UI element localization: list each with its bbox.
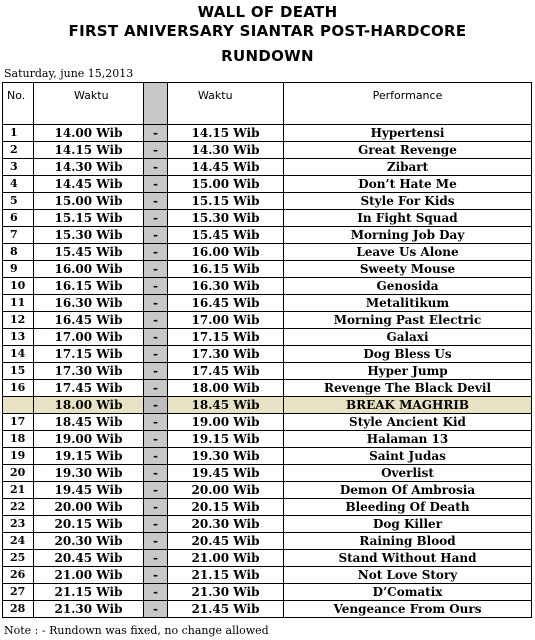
start-time: 20.00 Wib	[34, 499, 144, 516]
time-separator: -	[144, 397, 168, 414]
end-time: 15.45 Wib	[168, 227, 284, 244]
performance-name: Style Ancient Kid	[284, 414, 532, 431]
end-time: 15.15 Wib	[168, 193, 284, 210]
row-number: 19	[3, 448, 34, 465]
table-row	[3, 244, 532, 261]
break-row	[3, 397, 532, 414]
time-separator: -	[144, 584, 168, 601]
performance-name: Vengeance From Ours	[284, 601, 532, 618]
table-row	[3, 482, 532, 499]
end-time: 17.00 Wib	[168, 312, 284, 329]
row-number: 1	[3, 125, 34, 142]
table-row	[3, 295, 532, 312]
time-separator: -	[144, 329, 168, 346]
performance-name: Dog Killer	[284, 516, 532, 533]
table-header-row	[3, 83, 532, 125]
header-waktu-end: Waktu	[168, 83, 284, 125]
performance-name: Overlist	[284, 465, 532, 482]
end-time: 18.00 Wib	[168, 380, 284, 397]
end-time: 15.00 Wib	[168, 176, 284, 193]
row-number: 12	[3, 312, 34, 329]
time-separator: -	[144, 482, 168, 499]
performance-name: Hyper Jump	[284, 363, 532, 380]
end-time: 19.45 Wib	[168, 465, 284, 482]
header-separator	[144, 83, 168, 125]
table-row	[3, 533, 532, 550]
row-number: 16	[3, 380, 34, 397]
time-separator: -	[144, 431, 168, 448]
end-time: 15.30 Wib	[168, 210, 284, 227]
performance-name: Saint Judas	[284, 448, 532, 465]
time-separator: -	[144, 567, 168, 584]
row-number: 15	[3, 363, 34, 380]
header-performance: Performance	[284, 83, 532, 125]
end-time: 20.30 Wib	[168, 516, 284, 533]
row-number: 21	[3, 482, 34, 499]
start-time: 17.15 Wib	[34, 346, 144, 363]
performance-name: Raining Blood	[284, 533, 532, 550]
end-time: 20.15 Wib	[168, 499, 284, 516]
performance-name: Hypertensi	[284, 125, 532, 142]
row-number: 7	[3, 227, 34, 244]
time-separator: -	[144, 159, 168, 176]
start-time: 20.15 Wib	[34, 516, 144, 533]
performance-name: D’Comatix	[284, 584, 532, 601]
start-time: 14.45 Wib	[34, 176, 144, 193]
end-time: 17.45 Wib	[168, 363, 284, 380]
table-row	[3, 363, 532, 380]
row-number: 8	[3, 244, 34, 261]
performance-name: Don’t Hate Me	[284, 176, 532, 193]
time-separator: -	[144, 312, 168, 329]
start-time: 14.00 Wib	[34, 125, 144, 142]
end-time: 21.15 Wib	[168, 567, 284, 584]
start-time: 16.15 Wib	[34, 278, 144, 295]
row-number: 25	[3, 550, 34, 567]
title-line-1: WALL OF DEATH	[197, 3, 338, 21]
row-number: 5	[3, 193, 34, 210]
row-number: 3	[3, 159, 34, 176]
performance-name: Leave Us Alone	[284, 244, 532, 261]
end-time: 16.30 Wib	[168, 278, 284, 295]
table-row	[3, 176, 532, 193]
time-separator: -	[144, 261, 168, 278]
table-row	[3, 193, 532, 210]
table-row	[3, 227, 532, 244]
start-time: 15.30 Wib	[34, 227, 144, 244]
end-time: 21.00 Wib	[168, 550, 284, 567]
time-separator: -	[144, 414, 168, 431]
row-number: 28	[3, 601, 34, 618]
time-separator: -	[144, 363, 168, 380]
row-number: 27	[3, 584, 34, 601]
row-number: 24	[3, 533, 34, 550]
row-number: 11	[3, 295, 34, 312]
start-time: 16.30 Wib	[34, 295, 144, 312]
table-row	[3, 346, 532, 363]
row-number: 4	[3, 176, 34, 193]
end-time: 20.00 Wib	[168, 482, 284, 499]
note: Note : - Rundown was fixed, no change allowed	[4, 624, 269, 637]
performance-name: BREAK MAGHRIB	[284, 397, 532, 414]
end-time: 14.30 Wib	[168, 142, 284, 159]
start-time: 16.00 Wib	[34, 261, 144, 278]
table-row	[3, 550, 532, 567]
start-time: 14.15 Wib	[34, 142, 144, 159]
start-time: 15.15 Wib	[34, 210, 144, 227]
header-waktu-start: Waktu	[34, 83, 144, 125]
time-separator: -	[144, 244, 168, 261]
time-separator: -	[144, 448, 168, 465]
start-time: 19.45 Wib	[34, 482, 144, 499]
row-number: 26	[3, 567, 34, 584]
row-number: 9	[3, 261, 34, 278]
table-row	[3, 516, 532, 533]
start-time: 21.15 Wib	[34, 584, 144, 601]
time-separator: -	[144, 227, 168, 244]
performance-name: Style For Kids	[284, 193, 532, 210]
row-number: 22	[3, 499, 34, 516]
end-time: 20.45 Wib	[168, 533, 284, 550]
end-time: 19.15 Wib	[168, 431, 284, 448]
row-number: 2	[3, 142, 34, 159]
title-line-3: RUNDOWN	[221, 47, 314, 65]
table-row	[3, 380, 532, 397]
performance-name: In Fight Squad	[284, 210, 532, 227]
time-separator: -	[144, 142, 168, 159]
end-time: 14.15 Wib	[168, 125, 284, 142]
start-time: 20.45 Wib	[34, 550, 144, 567]
performance-name: Not Love Story	[284, 567, 532, 584]
table-row	[3, 261, 532, 278]
end-time: 16.00 Wib	[168, 244, 284, 261]
time-separator: -	[144, 550, 168, 567]
end-time: 21.45 Wib	[168, 601, 284, 618]
end-time: 17.30 Wib	[168, 346, 284, 363]
table-row	[3, 499, 532, 516]
table-row	[3, 210, 532, 227]
performance-name: Revenge The Black Devil	[284, 380, 532, 397]
start-time: 19.30 Wib	[34, 465, 144, 482]
end-time: 16.45 Wib	[168, 295, 284, 312]
row-number: 6	[3, 210, 34, 227]
start-time: 21.30 Wib	[34, 601, 144, 618]
performance-name: Demon Of Ambrosia	[284, 482, 532, 499]
time-separator: -	[144, 278, 168, 295]
table-row	[3, 567, 532, 584]
performance-name: Morning Job Day	[284, 227, 532, 244]
start-time: 17.45 Wib	[34, 380, 144, 397]
time-separator: -	[144, 176, 168, 193]
time-separator: -	[144, 295, 168, 312]
row-number: 20	[3, 465, 34, 482]
start-time: 14.30 Wib	[34, 159, 144, 176]
table-row	[3, 431, 532, 448]
row-number: 10	[3, 278, 34, 295]
table-row	[3, 584, 532, 601]
table-row	[3, 448, 532, 465]
time-separator: -	[144, 125, 168, 142]
start-time: 18.00 Wib	[34, 397, 144, 414]
end-time: 16.15 Wib	[168, 261, 284, 278]
title-line-2: FIRST ANIVERSARY SIANTAR POST-HARDCORE	[68, 22, 467, 40]
start-time: 17.30 Wib	[34, 363, 144, 380]
row-number: 18	[3, 431, 34, 448]
event-date: Saturday, june 15,2013	[4, 67, 134, 80]
performance-name: Zibart	[284, 159, 532, 176]
time-separator: -	[144, 499, 168, 516]
table-row	[3, 312, 532, 329]
start-time: 18.45 Wib	[34, 414, 144, 431]
time-separator: -	[144, 210, 168, 227]
start-time: 15.45 Wib	[34, 244, 144, 261]
time-separator: -	[144, 601, 168, 618]
performance-name: Sweety Mouse	[284, 261, 532, 278]
performance-name: Morning Past Electric	[284, 312, 532, 329]
table-row	[3, 414, 532, 431]
time-separator: -	[144, 465, 168, 482]
time-separator: -	[144, 533, 168, 550]
time-separator: -	[144, 346, 168, 363]
performance-name: Bleeding Of Death	[284, 499, 532, 516]
table-row	[3, 125, 532, 142]
rundown-table	[2, 82, 532, 618]
performance-name: Halaman 13	[284, 431, 532, 448]
start-time: 21.00 Wib	[34, 567, 144, 584]
performance-name: Genosida	[284, 278, 532, 295]
table-row	[3, 142, 532, 159]
performance-name: Metalitikum	[284, 295, 532, 312]
start-time: 19.00 Wib	[34, 431, 144, 448]
row-number: 13	[3, 329, 34, 346]
header-no: No.	[3, 83, 34, 125]
end-time: 18.45 Wib	[168, 397, 284, 414]
table-row	[3, 329, 532, 346]
performance-name: Galaxi	[284, 329, 532, 346]
time-separator: -	[144, 193, 168, 210]
end-time: 21.30 Wib	[168, 584, 284, 601]
table-row	[3, 159, 532, 176]
performance-name: Stand Without Hand	[284, 550, 532, 567]
performance-name: Dog Bless Us	[284, 346, 532, 363]
end-time: 17.15 Wib	[168, 329, 284, 346]
row-number: 23	[3, 516, 34, 533]
row-number	[3, 397, 34, 414]
time-separator: -	[144, 380, 168, 397]
start-time: 19.15 Wib	[34, 448, 144, 465]
performance-name: Great Revenge	[284, 142, 532, 159]
table-row	[3, 601, 532, 618]
row-number: 14	[3, 346, 34, 363]
end-time: 19.00 Wib	[168, 414, 284, 431]
table-row	[3, 465, 532, 482]
table-row	[3, 278, 532, 295]
time-separator: -	[144, 516, 168, 533]
end-time: 14.45 Wib	[168, 159, 284, 176]
row-number: 17	[3, 414, 34, 431]
end-time: 19.30 Wib	[168, 448, 284, 465]
start-time: 15.00 Wib	[34, 193, 144, 210]
start-time: 17.00 Wib	[34, 329, 144, 346]
start-time: 20.30 Wib	[34, 533, 144, 550]
start-time: 16.45 Wib	[34, 312, 144, 329]
